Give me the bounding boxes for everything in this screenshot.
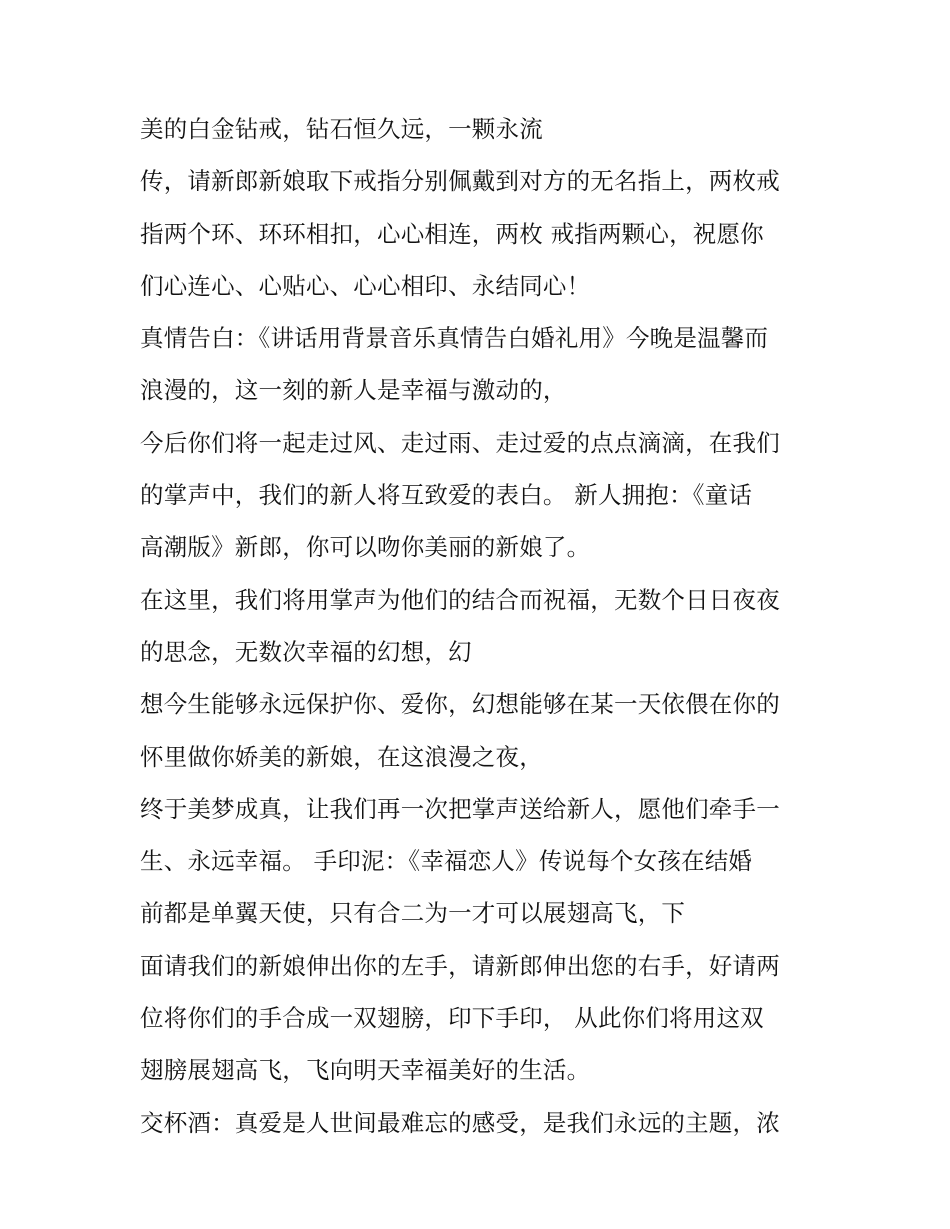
text-line: 们心连心、心贴心、心心相印、永结同心！ (140, 271, 591, 300)
text-line: 生、永远幸福。 手印泥：《幸福恋人》传说每个女孩在结婚 (140, 847, 753, 876)
text-line: 指两个环、环环相扣，心心相连，两枚 戒指两颗心，祝愿你 (140, 219, 764, 248)
text-line: 想今生能够永远保护你、爱你，幻想能够在某一天依偎在你的 (140, 690, 780, 719)
text-line: 终于美梦成真，让我们再一次把掌声送给新人，愿他们牵手一 (140, 794, 780, 823)
text-line: 传，请新郎新娘取下戒指分别佩戴到对方的无名指上，两枚戒 (140, 167, 780, 196)
text-line: 交杯酒：真爱是人世间最难忘的感受，是我们永远的主题，浓 (140, 1108, 780, 1137)
document-body (140, 109, 820, 1155)
text-line: 今后你们将一起走过风、走过雨、走过爱的点点滴滴，在我们 (140, 428, 780, 457)
text-line: 真情告白：《讲话用背景音乐真情告白婚礼用》今晚是温馨而 (140, 324, 769, 353)
text-line: 的掌声中，我们的新人将互致爱的表白。 新人拥抱：《童话 (140, 481, 753, 510)
text-line: 怀里做你娇美的新娘，在这浪漫之夜， (140, 742, 543, 771)
text-line: 的思念，无数次幸福的幻想，幻 (140, 637, 472, 666)
text-line: 翅膀展翅高飞，飞向明天幸福美好的生活。 (140, 1056, 591, 1085)
text-line: 在这里，我们将用掌声为他们的结合而祝福，无数个日日夜夜 (140, 585, 780, 614)
text-line: 前都是单翼天使，只有合二为一才可以展翅高飞，下 (140, 899, 686, 928)
text-line: 浪漫的，这一刻的新人是幸福与激动的， (140, 376, 567, 405)
text-line: 美的白金钻戒，钻石恒久远，一颗永流 (140, 115, 543, 143)
text-line: 高潮版》新郎，你可以吻你美丽的新娘了。 (140, 533, 591, 562)
text-line: 位将你们的手合成一双翅膀，印下手印， 从此你们将用这双 (140, 1004, 764, 1033)
text-line: 面请我们的新娘伸出你的左手，请新郎伸出您的右手，好请两 (140, 951, 780, 980)
